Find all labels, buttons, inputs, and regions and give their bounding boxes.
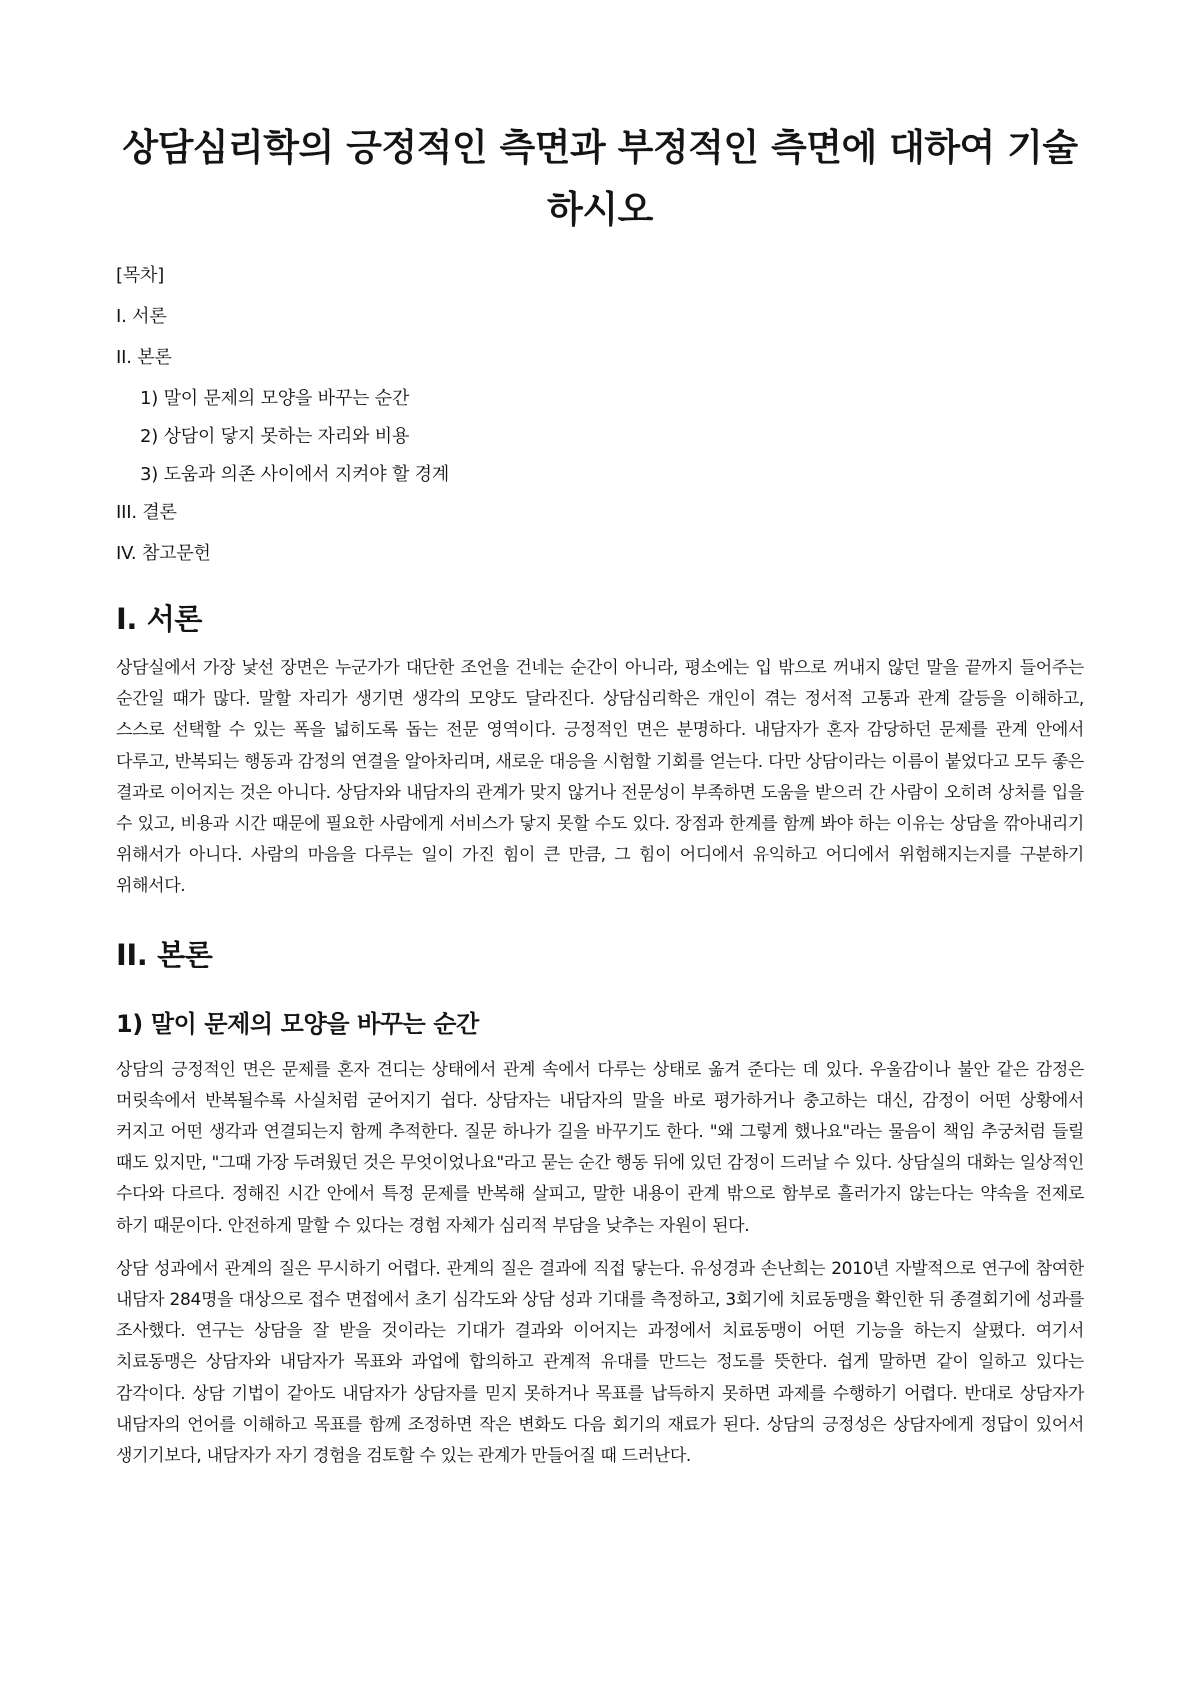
subsection-1-paragraph-2: 상담 성과에서 관계의 질은 무시하기 어렵다. 관계의 질은 결과에 직접 닿는다. 유성경과 손난희는 2010년 자발적으로 연구에 참여한 내담자 284명을 대상으로 접수 면접에서 초기 심각도와 상담 성과 기대를 측정하고, 3회기에 치료동맹을 확인한 뒤 종결회기에 성과를 조사했다. 연구는 상담을 잘 받을 것이라는 기대가 결과와 이어지는 과정에서 치료동맹이 어떤 기능을 하는지 살폈다. 여기서 치료동맹은 상담자와 내담자가 목표와 과업에 합의하고 관계적 유대를 만드는 정도를 뜻한다. 쉽게 말하면 같이 일하고 있다는 감각이다. 상담 기법이 같아도 내담자가 상담자를 믿지 못하거나 목표를 납득하지 못하면 과제를 수행하기 어렵다. 반대로 상담자가 내담자의 언어를 이해하고 목표를 함께 조정하면 작은 변화도 다음 회기의 재료가 된다. 상담의 긍정성은 상담자에게 정답이 있어서 생기기보다, 내담자가 자기 경험을 검토할 수 있는 관계가 만들어질 때 드러난다. (116, 1258, 1084, 1467)
toc-item-introduction: I. 서론 (116, 306, 167, 327)
subsection-heading-1: 1) 말이 문제의 모양을 바꾸는 순간 (116, 1009, 479, 1038)
section-heading-introduction: I. 서론 (116, 602, 202, 636)
introduction-paragraph: 상담실에서 가장 낯선 장면은 누군가가 대단한 조언을 건네는 순간이 아니라, 평소에는 입 밖으로 꺼내지 않던 말을 끝까지 들어주는 순간일 때가 많다. 말할 자리가 생기면 생각의 모양도 달라진다. 상담심리학은 개인이 겪는 정서적 고통과 관계 갈등을 이해하고, 스스로 선택할 수 있는 폭을 넓히도록 돕는 전문 영역이다. 긍정적인 면은 분명하다. 내담자가 혼자 감당하던 문제를 관계 안에서 다루고, 반복되는 행동과 감정의 연결을 알아차리며, 새로운 대응을 시험할 기회를 얻는다. 다만 상담이라는 이름이 붙었다고 모두 좋은 결과로 이어지는 것은 아니다. 상담자와 내담자의 관계가 맞지 않거나 전문성이 부족하면 도움을 받으러 간 사람이 오히려 상처를 입을 수 있고, 비용과 시간 때문에 필요한 사람에게 서비스가 닿지 못할 수도 있다. 장점과 한계를 함께 봐야 하는 이유는 상담을 깎아내리기 위해서가 아니다. 사람의 마음을 다루는 일이 가진 힘이 큰 만큼, 그 힘이 어디에서 유익하고 어디에서 위험해지는지를 구분하기 위해서다. (116, 658, 1084, 897)
toc-item-body-sub-1: 1) 말이 문제의 모양을 바꾸는 순간 (140, 388, 410, 409)
toc-item-conclusion: III. 결론 (116, 502, 177, 523)
toc-item-body-sub-3: 3) 도움과 의존 사이에서 지켜야 할 경계 (140, 464, 450, 485)
toc-item-body-sub-2: 2) 상담이 닿지 못하는 자리와 비용 (140, 426, 410, 447)
section-heading-body: II. 본론 (116, 937, 213, 972)
table-of-contents (116, 263, 1084, 567)
toc-heading: [목차] (116, 265, 165, 286)
toc-item-body: II. 본론 (116, 347, 172, 368)
document-title: 상담심리학의 긍정적인 측면과 부정적인 측면에 대하여 기술하시오 (122, 126, 1078, 231)
toc-item-references: IV. 참고문헌 (116, 543, 211, 564)
subsection-1-paragraph-1: 상담의 긍정적인 면은 문제를 혼자 견디는 상태에서 관계 속에서 다루는 상태로 옮겨 준다는 데 있다. 우울감이나 불안 같은 감정은 머릿속에서 반복될수록 사실처럼 굳어지기 쉽다. 상담자는 내담자의 말을 바로 평가하거나 충고하는 대신, 감정이 어떤 상황에서 커지고 어떤 생각과 연결되는지 함께 추적한다. 질문 하나가 길을 바꾸기도 한다. "왜 그렇게 했나요"라는 물음이 책임 추궁처럼 들릴 때도 있지만, "그때 가장 두려웠던 것은 무엇이었나요"라고 묻는 순간 행동 뒤에 있던 감정이 드러날 수 있다. 상담실의 대화는 일상적인 수다와 다르다. 정해진 시간 안에서 특정 문제를 반복해 살피고, 말한 내용이 관계 밖으로 함부로 흘러가지 않는다는 약속을 전제로 하기 때문이다. 안전하게 말할 수 있다는 경험 자체가 심리적 부담을 낮추는 자원이 된다. (116, 1059, 1084, 1236)
